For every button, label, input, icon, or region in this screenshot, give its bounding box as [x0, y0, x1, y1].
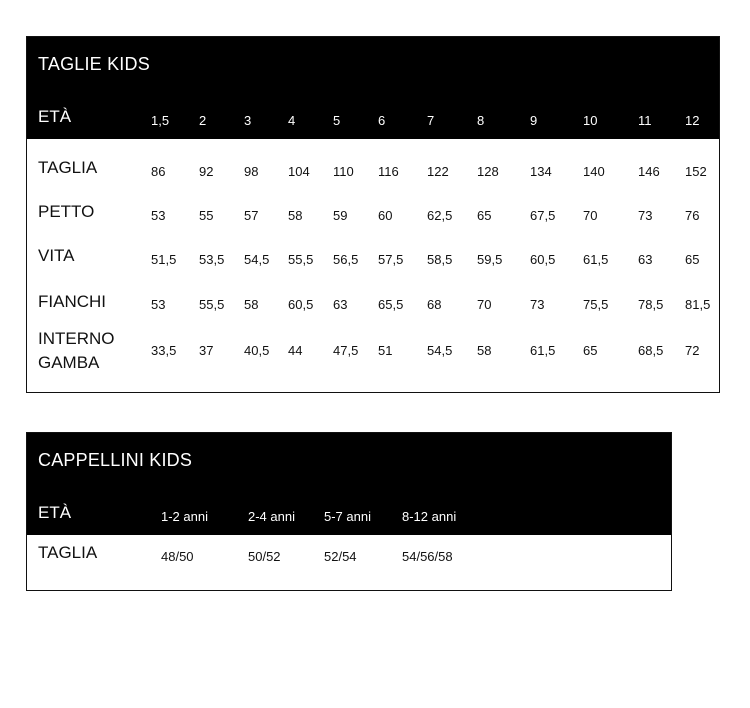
table-cell: 81,5: [685, 297, 711, 312]
age-col: 1-2 anni: [161, 509, 208, 524]
cappellini-kids-header: [27, 433, 671, 535]
age-col: 2: [199, 113, 207, 128]
table-cell: 73: [530, 297, 545, 312]
table-cell: 53: [151, 208, 166, 223]
table-cell: 152: [685, 164, 707, 179]
table-cell: 70: [477, 297, 492, 312]
table-cell: 61,5: [530, 343, 556, 358]
table-cell: 54/56/58: [402, 549, 453, 564]
table-cell: 146: [638, 164, 660, 179]
table-cell: 33,5: [151, 343, 177, 358]
table-cell: 65: [685, 252, 700, 267]
age-col: 9: [530, 113, 538, 128]
table-cell: 62,5: [427, 208, 453, 223]
table-cell: 70: [583, 208, 598, 223]
table-cell: 44: [288, 343, 303, 358]
table-cell: 58: [244, 297, 259, 312]
table-cell: 53,5: [199, 252, 225, 267]
age-col: 7: [427, 113, 435, 128]
table-cell: 92: [199, 164, 214, 179]
cappellini-kids-title: CAPPELLINI KIDS: [38, 450, 193, 470]
row-label-petto: PETTO: [38, 202, 95, 221]
table-cell: 59: [333, 208, 348, 223]
cappellini-kids-table: [26, 432, 672, 591]
row-label-interno: INTERNO: [38, 329, 115, 348]
age-col: 6: [378, 113, 386, 128]
table-cell: 65: [477, 208, 492, 223]
taglie-kids-title: TAGLIE KIDS: [38, 54, 150, 74]
age-col: 11: [638, 113, 652, 128]
row-label-taglia: TAGLIA: [38, 543, 98, 562]
table-cell: 63: [333, 297, 348, 312]
table-cell: 51: [378, 343, 393, 358]
age-col: 12: [685, 113, 700, 128]
eta-label: ETÀ: [38, 503, 72, 522]
table-cell: 55: [199, 208, 214, 223]
age-col: 8: [477, 113, 485, 128]
table-cell: 76: [685, 208, 700, 223]
table-cell: 59,5: [477, 252, 503, 267]
table-cell: 122: [427, 164, 449, 179]
table-cell: 68: [427, 297, 442, 312]
taglie-kids-header: [27, 37, 719, 139]
table-cell: 61,5: [583, 252, 609, 267]
table-cell: 55,5: [288, 252, 314, 267]
age-col: 10: [583, 113, 598, 128]
table-cell: 72: [685, 343, 700, 358]
table-cell: 37: [199, 343, 214, 358]
table-cell: 52/54: [324, 549, 357, 564]
age-col: 5: [333, 113, 341, 128]
table-cell: 116: [378, 164, 399, 179]
table-cell: 78,5: [638, 297, 664, 312]
age-col: 4: [288, 113, 296, 128]
table-cell: 73: [638, 208, 653, 223]
eta-label: ETÀ: [38, 107, 72, 126]
taglie-kids-table: [26, 36, 720, 393]
table-cell: 140: [583, 164, 605, 179]
table-cell: 58: [477, 343, 492, 358]
table-cell: 57,5: [378, 252, 404, 267]
table-cell: 40,5: [244, 343, 270, 358]
table-cell: 75,5: [583, 297, 609, 312]
table-cell: 51,5: [151, 252, 177, 267]
table-cell: 57: [244, 208, 259, 223]
table-cell: 60,5: [530, 252, 556, 267]
table-cell: 86: [151, 164, 166, 179]
table-cell: 60,5: [288, 297, 314, 312]
age-col: 2-4 anni: [248, 509, 295, 524]
row-label-taglia: TAGLIA: [38, 158, 98, 177]
table-cell: 65,5: [378, 297, 404, 312]
table-cell: 47,5: [333, 343, 359, 358]
age-col: 8-12 anni: [402, 509, 457, 524]
table-cell: 68,5: [638, 343, 664, 358]
table-cell: 58,5: [427, 252, 453, 267]
table-cell: 50/52: [248, 549, 281, 564]
table-cell: 134: [530, 164, 552, 179]
table-cell: 98: [244, 164, 259, 179]
table-cell: 60: [378, 208, 393, 223]
table-cell: 65: [583, 343, 598, 358]
table-cell: 56,5: [333, 252, 359, 267]
table-cell: 63: [638, 252, 653, 267]
table-cell: 53: [151, 297, 166, 312]
table-cell: 54,5: [427, 343, 453, 358]
table-cell: 104: [288, 164, 310, 179]
age-col: 3: [244, 113, 252, 128]
row-label-vita: VITA: [38, 246, 75, 265]
table-cell: 110: [333, 164, 354, 179]
table-cell: 58: [288, 208, 303, 223]
table-cell: 48/50: [161, 549, 194, 564]
age-col: 1,5: [151, 113, 170, 128]
table-cell: 54,5: [244, 252, 270, 267]
table-cell: 55,5: [199, 297, 225, 312]
table-cell: 67,5: [530, 208, 556, 223]
row-label-fianchi: FIANCHI: [38, 292, 106, 311]
row-label-gamba: GAMBA: [38, 353, 100, 372]
age-col: 5-7 anni: [324, 509, 371, 524]
table-cell: 128: [477, 164, 499, 179]
